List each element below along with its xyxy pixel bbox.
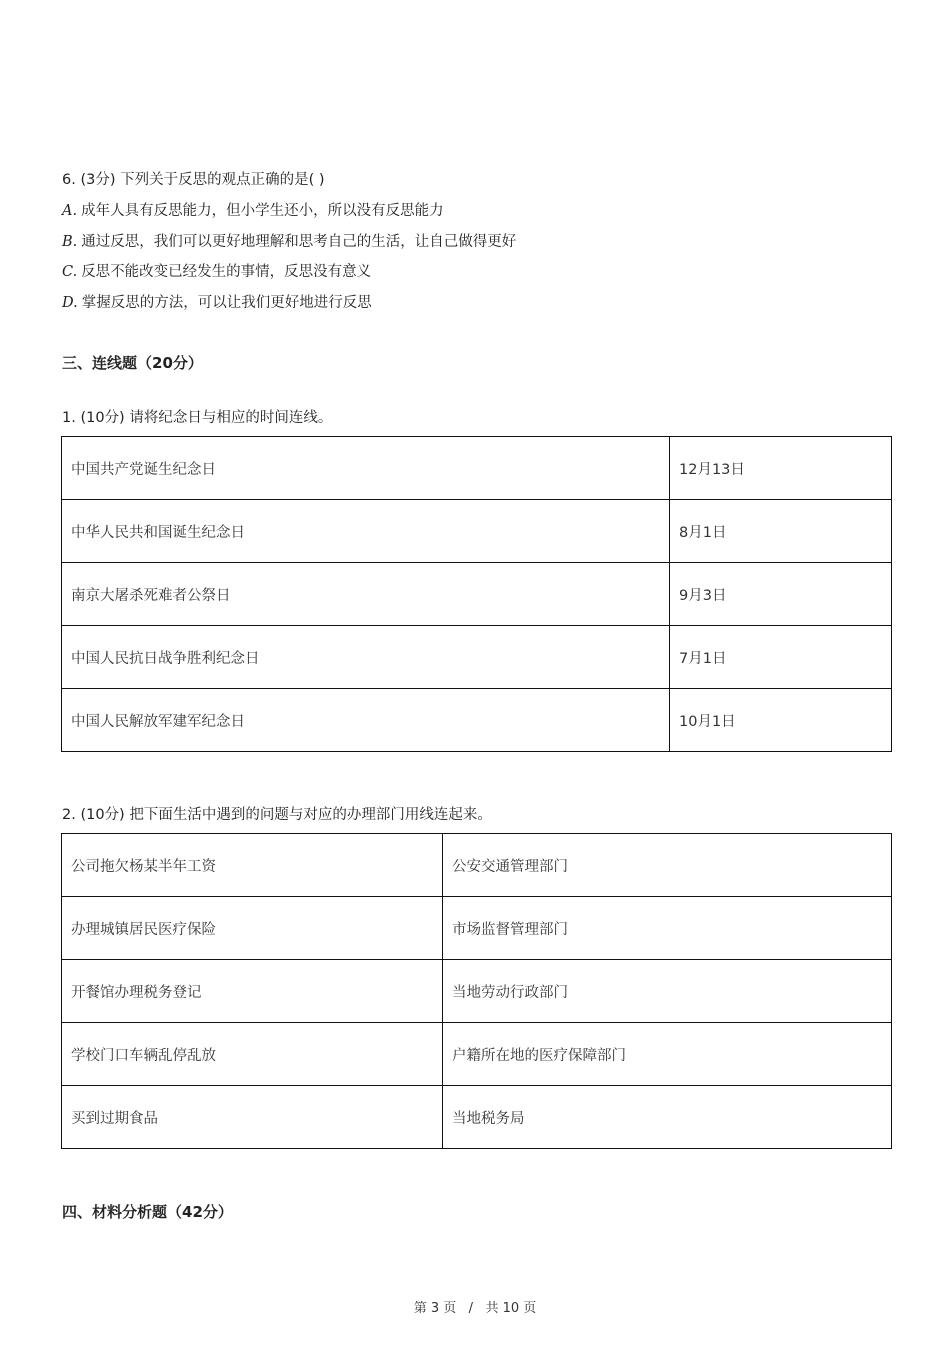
- table-cell-left: 南京大屠杀死难者公祭日: [62, 563, 670, 626]
- table-row: [62, 500, 892, 563]
- option-text: 反思不能改变已经发生的事情，反思没有意义: [81, 264, 372, 280]
- option-text: 掌握反思的方法，可以让我们更好地进行反思: [81, 295, 372, 311]
- page-footer: 第 3 页 / 共 10 页: [413, 1301, 537, 1316]
- table-row: [62, 626, 892, 689]
- match-1-table: [61, 436, 892, 752]
- table-row: [62, 1086, 892, 1149]
- option-letter: C.: [62, 264, 78, 280]
- table-cell-right: 户籍所在地的医疗保障部门: [443, 1023, 892, 1086]
- table-cell-left: 学校门口车辆乱停乱放: [62, 1023, 443, 1086]
- option-a: [62, 201, 444, 221]
- table-cell-left: 中国人民解放军建军纪念日: [62, 689, 670, 752]
- table-cell-right: 市场监督管理部门: [443, 897, 892, 960]
- option-c: [62, 262, 371, 282]
- section-4-title: 四、材料分析题（42分）: [62, 1203, 233, 1221]
- table-cell-left: 办理城镇居民医疗保险: [62, 897, 443, 960]
- table-cell-right: 12月13日: [670, 437, 892, 500]
- table-row: [62, 960, 892, 1023]
- table-row: [62, 437, 892, 500]
- table-cell-right: 9月3日: [670, 563, 892, 626]
- option-b: [62, 232, 516, 252]
- table-row: [62, 689, 892, 752]
- table-cell-right: 7月1日: [670, 626, 892, 689]
- table-row: [62, 834, 892, 897]
- table-cell-right: 公安交通管理部门: [443, 834, 892, 897]
- match-2-table: [61, 833, 892, 1149]
- table-cell-left: 中华人民共和国诞生纪念日: [62, 500, 670, 563]
- option-letter: B.: [62, 234, 78, 250]
- table-cell-right: 当地税务局: [443, 1086, 892, 1149]
- table-row: [62, 1023, 892, 1086]
- section-3-title: 三、连线题（20分）: [62, 354, 203, 372]
- table-cell-left: 开餐馆办理税务登记: [62, 960, 443, 1023]
- table-cell-right: 当地劳动行政部门: [443, 960, 892, 1023]
- option-text: 成年人具有反思能力，但小学生还小，所以没有反思能力: [81, 203, 444, 219]
- match-1-stem: 1. (10分) 请将纪念日与相应的时间连线。: [62, 410, 333, 426]
- table-cell-right: 8月1日: [670, 500, 892, 563]
- table-row: [62, 563, 892, 626]
- question-6-stem: 6. (3分) 下列关于反思的观点正确的是( ): [62, 172, 325, 188]
- table-cell-left: 中国人民抗日战争胜利纪念日: [62, 626, 670, 689]
- table-cell-right: 10月1日: [670, 689, 892, 752]
- option-text: 通过反思，我们可以更好地理解和思考自己的生活，让自己做得更好: [81, 234, 517, 250]
- option-d: [62, 293, 372, 313]
- option-letter: A.: [62, 203, 78, 219]
- match-2-stem: 2. (10分) 把下面生活中遇到的问题与对应的办理部门用线连起来。: [62, 807, 492, 823]
- table-cell-left: 公司拖欠杨某半年工资: [62, 834, 443, 897]
- option-letter: D.: [62, 295, 78, 311]
- table-cell-left: 中国共产党诞生纪念日: [62, 437, 670, 500]
- table-row: [62, 897, 892, 960]
- table-cell-left: 买到过期食品: [62, 1086, 443, 1149]
